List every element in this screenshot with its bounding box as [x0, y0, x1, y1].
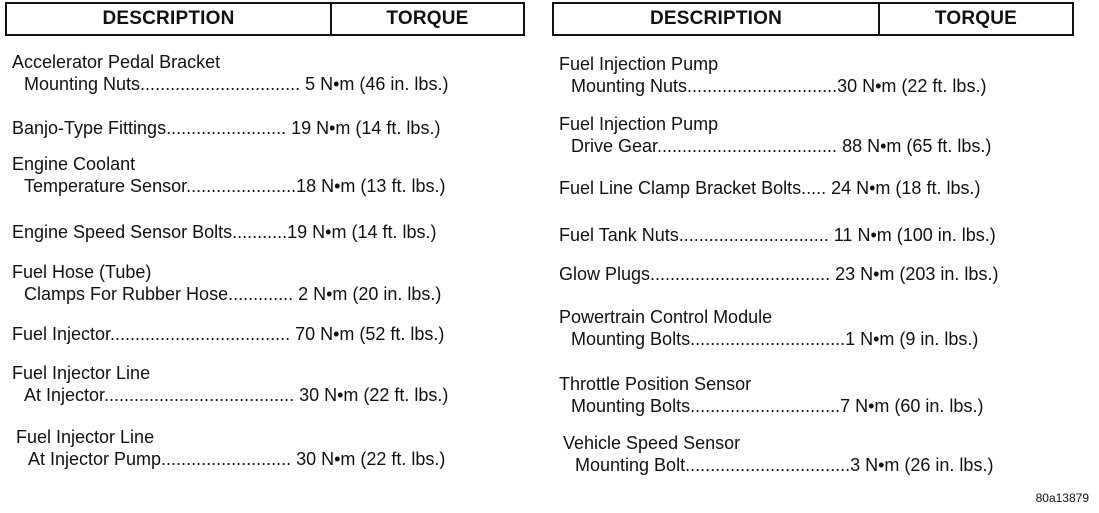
entry-torque-line: Mounting Bolt.................................3 N•m (26 in. lbs.)	[575, 455, 994, 475]
torque-entry	[12, 117, 440, 139]
torque-entry	[12, 153, 445, 197]
figure-id: 80a13879	[1035, 491, 1089, 505]
entry-torque-line: Engine Speed Sensor Bolts...........19 N•m (14 ft. lbs.)	[12, 222, 437, 242]
description-header: DESCRIPTION	[554, 4, 880, 34]
entry-torque-line: Fuel Tank Nuts.............................. 11 N•m (100 in. lbs.)	[559, 225, 996, 245]
entry-name: Throttle Position Sensor	[559, 374, 752, 394]
torque-entry	[12, 51, 448, 95]
entry-torque-line: At Injector...................................... 30 N•m (22 ft. lbs.)	[24, 385, 449, 405]
torque-entry	[559, 373, 983, 417]
left-torque-table	[5, 2, 525, 36]
torque-entry	[12, 261, 441, 305]
entry-torque-line: Banjo-Type Fittings........................ 19 N•m (14 ft. lbs.)	[12, 118, 441, 138]
torque-entry	[16, 426, 445, 470]
torque-entry	[12, 221, 437, 243]
entry-torque-line: Mounting Bolts..............................7 N•m (60 in. lbs.)	[571, 396, 984, 416]
description-header: DESCRIPTION	[7, 4, 332, 34]
torque-entry	[559, 306, 978, 350]
entry-torque-line: Fuel Injector.................................... 70 N•m (52 ft. lbs.)	[12, 324, 445, 344]
entry-torque-line: Mounting Nuts..............................30 N•m (22 ft. lbs.)	[571, 76, 987, 96]
entry-name: Fuel Injector Line	[12, 363, 151, 383]
entry-name: Fuel Hose (Tube)	[12, 262, 152, 282]
entry-torque-line: Glow Plugs.................................... 23 N•m (203 in. lbs.)	[559, 264, 999, 284]
torque-header: TORQUE	[934, 8, 1018, 29]
torque-entry	[559, 113, 991, 157]
entry-name: Fuel Injection Pump	[559, 114, 719, 134]
entry-torque-line: Fuel Line Clamp Bracket Bolts..... 24 N•m (18 ft. lbs.)	[559, 178, 981, 198]
entry-name: Fuel Injection Pump	[559, 54, 719, 74]
entry-torque-line: Mounting Nuts................................ 5 N•m (46 in. lbs.)	[24, 74, 449, 94]
corner-rule	[5, 2, 31, 4]
entry-torque-line: Drive Gear.................................... 88 N•m (65 ft. lbs.)	[571, 136, 992, 156]
entry-torque-line: Temperature Sensor......................18 N•m (13 ft. lbs.)	[24, 176, 446, 196]
torque-entry	[12, 362, 448, 406]
entry-torque-line: Clamps For Rubber Hose............. 2 N•m (20 in. lbs.)	[24, 284, 442, 304]
left-table-header	[5, 2, 525, 36]
entry-name: Accelerator Pedal Bracket	[12, 52, 221, 72]
entry-name: Fuel Injector Line	[16, 427, 155, 447]
right-table-header	[552, 2, 1074, 36]
torque-entry	[559, 177, 980, 199]
torque-entry	[563, 432, 993, 476]
entry-torque-line: Mounting Bolts...............................1 N•m (9 in. lbs.)	[571, 329, 979, 349]
entry-name: Powertrain Control Module	[559, 307, 773, 327]
torque-entry	[559, 224, 996, 246]
right-torque-table	[552, 2, 1074, 36]
torque-entry	[559, 263, 998, 285]
torque-entry	[12, 323, 444, 345]
torque-entry	[559, 53, 986, 97]
torque-header: TORQUE	[386, 8, 469, 29]
entry-name: Vehicle Speed Sensor	[563, 433, 741, 453]
entry-torque-line: At Injector Pump.......................... 30 N•m (22 ft. lbs.)	[28, 449, 446, 469]
entry-name: Engine Coolant	[12, 154, 136, 174]
